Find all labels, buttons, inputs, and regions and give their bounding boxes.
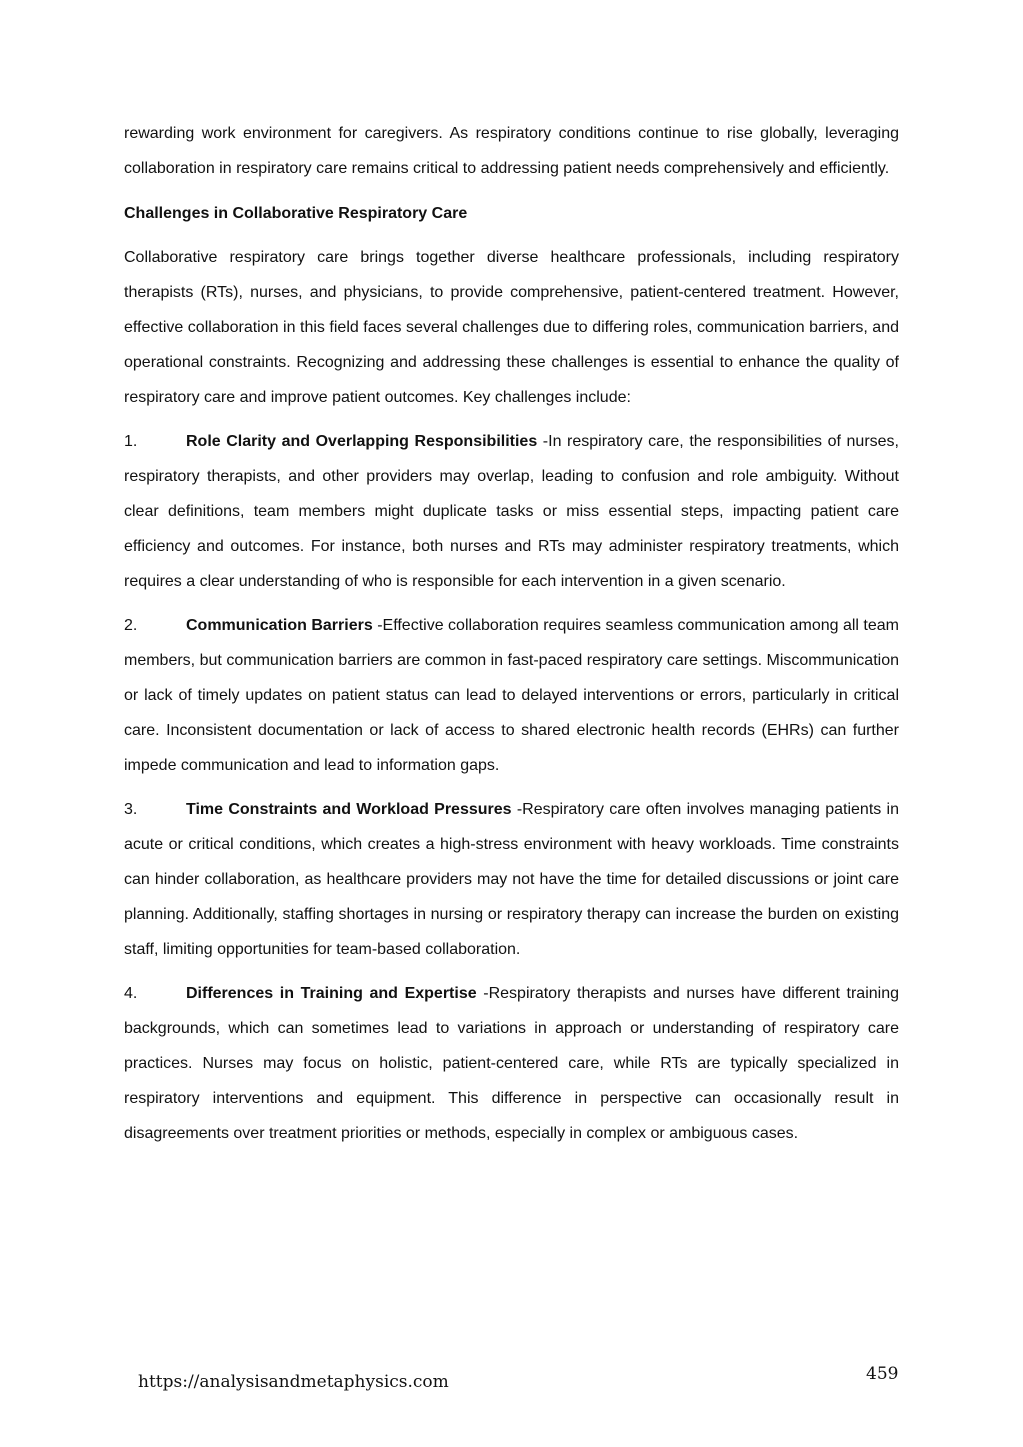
page-number: 459 <box>866 1364 899 1384</box>
section-heading: Challenges in Collaborative Respiratory Care <box>124 204 468 222</box>
list-item <box>124 977 899 1151</box>
list-item <box>124 425 899 599</box>
section-paragraph: Collaborative respiratory care brings together diverse healthcare professionals, including respiratory therapists (RTs), nurses, and physicians, to provide comprehensive, patient-centered treatment. However, effective collaboration in this field faces several challenges due to differing roles, communication barriers, and operational constraints. Recognizing and addressing these challenges is essential to enhance the quality of respiratory care and improve patient outcomes. Key challenges include: <box>124 249 899 406</box>
list-item-title: Communication Barriers <box>186 617 373 635</box>
list-item-number: 3. <box>124 801 138 819</box>
list-item-title: Role Clarity and Overlapping Responsibilities <box>186 433 538 451</box>
intro-paragraph: rewarding work environment for caregivers. As respiratory conditions continue to rise globally, leveraging collaboration in respiratory care remains critical to addressing patient needs comprehensively and efficiently. <box>124 125 899 177</box>
list-item-text: -Respiratory care often involves managing patients in acute or critical conditions, which creates a high-stress environment with heavy workloads. Time constraints can hinder collaboration, as healthcare providers may not have the time for detailed discussions or joint care planning. Additionally, staffing shortages in nursing or respiratory therapy can increase the burden on existing staff, limiting opportunities for team-based collaboration. <box>124 801 900 958</box>
list-item-title: Time Constraints and Workload Pressures <box>186 801 512 819</box>
list-item-text: -Effective collaboration requires seamless communication among all team members, but communication barriers are common in fast-paced respiratory care settings. Miscommunication or lack of timely updates on patient status can lead to delayed interventions or errors, particularly in critical care. Inconsistent documentation or lack of access to shared electronic health records (EHRs) can further impede communication and lead to information gaps. <box>124 617 900 774</box>
list-item-text: -In respiratory care, the responsibilities of nurses, respiratory therapists, and other providers may overlap, leading to confusion and role ambiguity. Without clear definitions, team members might duplicate tasks or miss essential steps, impacting patient care efficiency and outcomes. For instance, both nurses and RTs may administer respiratory treatments, which requires a clear understanding of who is responsible for each intervention in a given scenario. <box>124 433 899 590</box>
list-item <box>124 793 899 967</box>
list-item-number: 2. <box>124 617 138 635</box>
page-body <box>124 117 899 1161</box>
list-item <box>124 609 899 783</box>
list-item-title: Differences in Training and Expertise <box>186 985 477 1003</box>
list-item-number: 1. <box>124 433 138 451</box>
list-item-text: -Respiratory therapists and nurses have different training backgrounds, which can sometimes lead to variations in approach or understanding of respiratory care practices. Nurses may focus on holistic, patient-centered care, while RTs are typically specialized in respiratory interventions and equipment. This difference in perspective can occasionally result in disagreements over treatment priorities or methods, especially in complex or ambiguous cases. <box>124 985 900 1142</box>
list-item-number: 4. <box>124 985 138 1003</box>
footer-url: https://analysisandmetaphysics.com <box>138 1372 449 1392</box>
